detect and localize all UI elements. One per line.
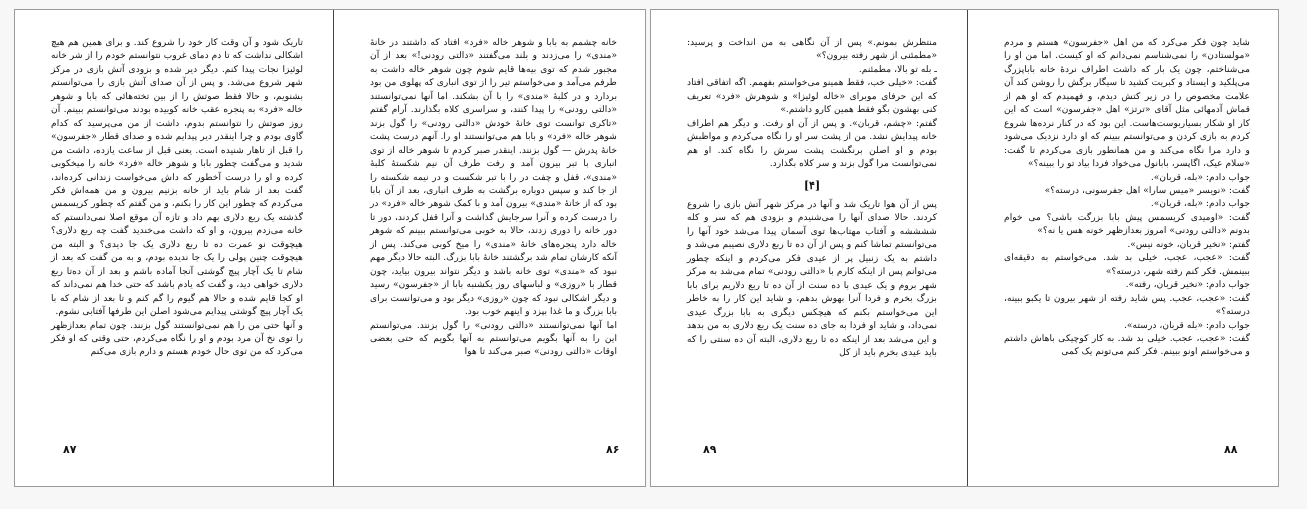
paragraph: منتظرش بمونم.» پس از آن نگاهی به من انداخت و پرسید: «مطمئنی از شهر رفته بیرون؟»	[687, 37, 937, 62]
paragraph: شاید چون فکر می‌کرد که من اهل «جفرسون» هستم و مردم «مولستادن» را نمی‌شناسم نمی‌دانم که او کیست. اما من او را می‌شناختم، چون یک بار که داشت اطراف نردهٔ خانه باباپزرگ می‌پلکید و ایستاد و کبریت کشید تا سیگار برگش را روشن کند آن علامت مخصوص را در زیر کتش دیدم، و فهمیدم که او هم از قماش آدمهائی مثل آقای «ترتز» اهل «جفرسون» است که این کار او شکار بسیاربوست‌هاست. این بود که در کنار نرده‌ها شروع کردم به بازی کردن و می‌توانستم ببینم که او دارد نزدیک می‌شود و دارد مرا نگاه می‌کند و من همانطور بازی می‌کردم تا گفت: «سلام عیک، اگاپسر، بابانول می‌خواد فردا بیاد تو را ببینه؟»	[1004, 37, 1250, 170]
dialogue-line: گفت: «عجب، عجب. خیلی بد شد. به کار کوچیکی باهاش داشتم و می‌خواستم اونو ببینم. فکر کنم می‌تونم یک کمی	[1004, 332, 1250, 358]
dialogue-line: جواب دادم: «بله قربان، درسته».	[1124, 319, 1250, 331]
paragraph: گفتم: «چشم، قربان». و پس از آن او رفت. و دیگر هم اطراف خانه پیدایش نشد. من از پشت سر او را نگاه می‌کردم و مواظبش بودم و او اصلن برنگشت پشت سرش را نگاه کند. او هم نمی‌توانست مرا گول بزند و سر کلاه بگذارد.	[687, 117, 937, 170]
page-87	[15, 10, 333, 486]
page-86-text	[370, 36, 617, 359]
page-88	[968, 10, 1280, 486]
paragraph: اما آنها نمی‌توانستند «دالتی رودنی» را گول بزنند. می‌توانستم این را به آنها بگویم می‌توانستم به آنها بگویم که حتی بعضی اوقات «دالتی رودنی» صبر می‌کند تا هوا	[370, 319, 617, 358]
left-page-spread	[14, 9, 646, 487]
page-87-text	[51, 36, 303, 359]
paragraph: و آنها حتی من را هم نمی‌توانستند گول بزنند. چون تمام بعدازظهر را توی نخ آن مرد بودم و او را نگاه می‌کردم، حتی وقتی که او فکر می‌کرد که من توی حال خودم هستم و دارم بازی می‌کنم	[51, 319, 303, 358]
paragraph: تاریک شود و آن وقت کار خود را شروع کند. و برای همین هم هیچ اشکالی نداشت که تا دم دمای غروب نتوانستم خودم را از شر خانه لوئیزا نجات پیدا کنم. دیگر دیر شده و بزودی آتش بازی در مرکز شهر شروع می‌شد. و پس از آن صدای آتش بازی را می‌توانستم بشنویم، و حالا فقط صوتش را از بین تخته‌هائی که بابا و شوهر خاله «فرد» به پنجره عقب خانه کوبیده بودند می‌توانستم ببینم. آن روز صوتش را نتوانستم بدوم، داشت از من می‌پرسید که کدام گاوی بودم و چرا اینقدر دیر پیدایم شده و صدای قطار «جفرسون» را قبل از تاهار شنیده است. یعنی قبل از ساعت یازده، داشت من شدید و می‌گفت چطور بابا و شوهر خاله «فرد» خانه را میخکوبی کرده و او را درست آخطور که داش می‌خواست زندانی کرده‌اند، گفت بعد از شام باید از خانه بزنیم بیرون و من همه‌اش فکر می‌کردم که چطور این کار را بکنم، و من گفتم که چطور کریسمس گذشته یک ربع دلاری بهم داد و تازه آن موقع اصلا نمی‌دانستم که خانه می‌زدم بیرون، و او که داشت می‌خندید گفت چه ربع دلاری؟ هیچوقت نو عمرت ده تا ربع دلاری یک جا دیدی؟ و البته من هیچوقت چنین پولی را یک جا ندیده بودم، و به من گفت که بعد از شام تا یک آچار پیچ گوشتی آنجا آماده باشم و بعد از آن ده‌تا ربع دلاری خواهی دید، و گفت که یادم باشد که حتی خدا هم نمی‌داند که او کجا قایم شده و حالا هم گیوم را گم کنم و تا بعد از شام که با یک آچار پیچ گوشتی پیدایم می‌شود اصلن این طرفها آفتابی نشوم.	[51, 37, 303, 318]
dialogue-line: جواب دادم: «بله، قربان».	[1150, 171, 1250, 183]
page-89-text	[687, 36, 937, 359]
dialogue-line: جواب دادم: «نخیر قربان، رفته».	[1125, 279, 1250, 291]
paragraph: پس از آن هوا تاریک شد و آنها در مرکز شهر آتش بازی را شروع کردند. حالا صدای آنها را می‌شنیدم و بزودی هم که سر و کله ششششه و آفتاب مهتاب‌ها توی آسمان پیدا می‌شد خود آنها را می‌توانستم تماشا کنم و پس از آن ده تا ربع دلاری نصیبم می‌شد و داشتم به یک زنبیل پر از عیدی فکر می‌کردم و اینکه چطور می‌توانم پس از اینکه کارم با «دالتی رودنی» تمام می‌شد به مرکز شهر بروم و یک عیدی با ده سنت از آن ده تا ربع دلاریم برای بابا بزرگ بخرم و فردا آنرا بهوش بدهم، و شاید این کار را به خاطر این می‌خواستم بکنم که هیچکس دیگری به بابا بزرگ عیدی نمی‌داد، و شاید او فردا به جای ده سنت یک ربع دلاری به من بدهد و این می‌شد بعد از اینکه ده تا ربع دلاری، البته آن ده سنتی را که باید عیدی بخرم باید از کل	[687, 198, 937, 358]
paragraph: ـ بله تو بالا، مطمئنم.	[858, 63, 937, 75]
page-88-text	[1004, 36, 1250, 359]
dialogue-line: گفت: «نویسر «میس سارا» اهل جفرسونی، درسته؟»	[1044, 184, 1250, 196]
page-number: ۸۹	[703, 443, 717, 456]
page-number: ۸۶	[606, 443, 620, 456]
chapter-heading: [۴]	[803, 178, 821, 192]
paragraph: خانه چشمم به بابا و شوهر خاله «فرد» افتاد که داشتند در خانهٔ «مندی» را می‌زدند و بلند می‌گفتند «دالتی رودنی!» بعد از آن مجبور شدم که توی بیه‌ها قایم شوم چون شوهر خاله داشت به طرفم می‌آمد و می‌خواستم تیر را از توی انباری که پهلوی من بود بردارد و در کلبهٔ «مندی» را با آن بشکند. اما آنها نمی‌توانستند «دالتی رودنی» را پیدا کنند، و سراسری کلاه بگذارند. آرام گفتم «تاکری توانست توی خانهٔ خودش «دالتی رودنی» را گول بزند شوهر خاله «فرد» و بابا هم می‌توانستند او را. آنهم درست پشت خانهٔ پدرش — گول بزنند. اینقدر صبر کردم تا شوهر خاله از توی انباری با تبر بیرون آمد و رفت طرف آن نیم شکستهٔ کلبهٔ «مندی»، قفل و چفت در را با تبر شکست و در نیمه شکسته را از جا کند و سپس دوباره برگشت به طرف انباری، بعد از آن بابا بود که از خانهٔ «مندی» بیرون آمد و با کمک شوهر خاله «فرد» در را درست کرده و آنرا سرجایش گذاشت و آنرا قفل کردند، دور تا دور خانه را دوری زدند، حالا به خوبی می‌توانستم ببینم که شوهر خاله دارد پنجره‌های خانهٔ «مندی» را میخ کوبی می‌کند. پس از آنکه کارشان تمام شد برگشتند خانهٔ بابا بزرگ. البته حالا دیگر مهم نبود که «مندی» توی خانه باشد و دیگر نتواند بیرون بیاید، چون قطار با «روزی» و لباسهای روز یکشنبه بابا از «جفرسون» رسید و دیگر اشکالی نبود که چون «روزی» دیگر بود و می‌توانست برای بابا بزرگ و ما غذا بپزد و اینهم خوب بود.	[369, 37, 617, 318]
paragraph: گفت: «خیلی خب، فقط همینو می‌خواستم بفهمم. اگه اتفاقی افتاد که این حرفای موبرای «خاله لوئیزا» و شوهرش «فرد» تعریف کنی بهشون بگو فقط همین کارو داشتم.»	[687, 77, 937, 116]
page-89	[651, 10, 967, 486]
page-86	[334, 10, 647, 486]
dialogue-line: جواب دادم: «بله، قربان».	[1150, 198, 1250, 210]
page-number: ۸۸	[1224, 443, 1238, 456]
page-number: ۸۷	[63, 443, 77, 456]
right-page-spread	[650, 9, 1279, 487]
dialogue-line: گفت: «عجب، عجب، خیلی بد شد. می‌خواستم به دقیقه‌ای ببینمش. فکر کنم رفته شهر، درسته؟»	[1004, 252, 1250, 277]
dialogue-line: گفت: «اومیدی کریسمس پیش بابا بزرگت باشی؟ می خوام بدونم «دالتی رودنی» امروز بعدازظهر خونه هس یا نه؟»	[1004, 211, 1250, 237]
dialogue-line: گفتم: «نخیر قربان، خونه نیس».	[1127, 238, 1250, 250]
dialogue-line: گفت: «عجب، عجب. پس شاید رفته از شهر بیرون تا یکبو ببینه، درسته؟»	[1004, 292, 1250, 318]
